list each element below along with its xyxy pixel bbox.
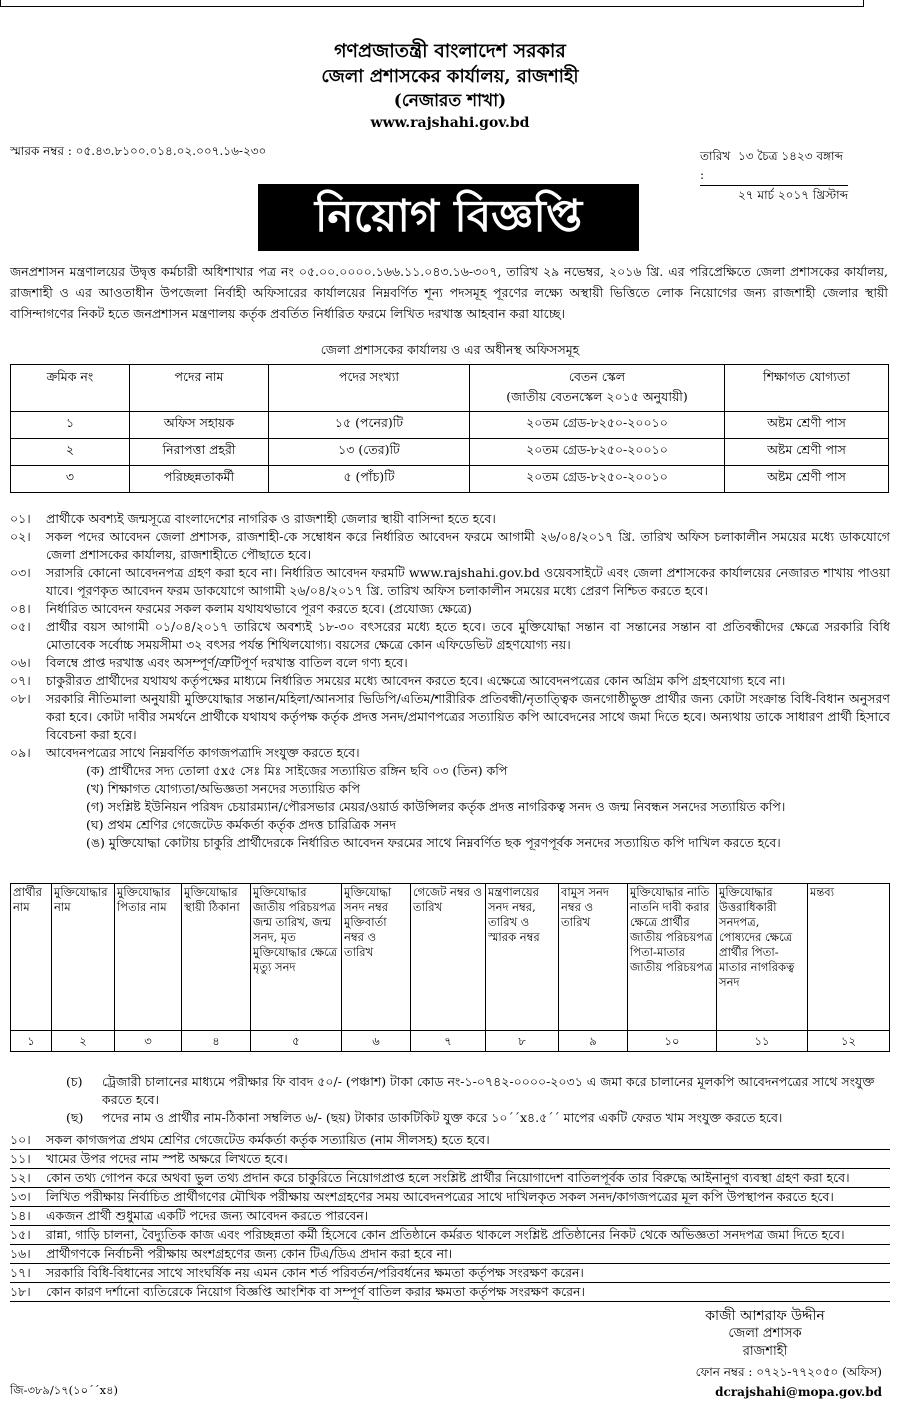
list-item xyxy=(10,1169,890,1188)
item-text: সকল পদের আবেদন জেলা প্রশাসক, রাজশাহী-কে সম্বোধন করে নির্ধারিত আবেদন ফরমে আগামী ২৬/০৪/২০১৭ খ্রি. তারিখ অফিস চলাকালীন সময়ের মধ্যে ডাকযোগে জেলা প্রশাসকের কার্যালয়, রাজশাহীতে পৌছাতে হবে। xyxy=(46,529,890,562)
item-number: ১৩। xyxy=(10,1189,31,1204)
item-number: ০৭। xyxy=(10,673,31,688)
ff-num: ৫ xyxy=(251,1031,342,1052)
list-item xyxy=(10,1245,890,1264)
ff-col-2: মুক্তিযোদ্ধার নাম xyxy=(52,884,115,1031)
cell-count: ৫ (পাঁচ)টি xyxy=(269,466,470,493)
cell-scale: ২০তম গ্রেড-৮২৫০-২০০১০ xyxy=(470,412,725,439)
letterhead xyxy=(0,38,900,133)
pay-scale-note: (জাতীয় বেতনস্কেল ২০১৫ অনুযায়ী) xyxy=(506,389,688,404)
attachment-item: (ক) প্রার্থীদের সদ্য তোলা ৫x৫ সেঃ মিঃ সাইজের সত্যায়িত রঙ্গিন ছবি ০৩ (তিন) কপি xyxy=(86,763,508,778)
list-item xyxy=(10,564,890,600)
ff-num: ৯ xyxy=(559,1031,628,1052)
item-number: ১৮। xyxy=(10,1284,31,1299)
list-item xyxy=(10,1150,890,1169)
col-post-count: পদের সংখ্যা xyxy=(269,365,470,412)
top-box xyxy=(0,0,864,7)
ff-col-11: মুক্তিযোদ্ধার উত্তরাধিকারী সনদপত্র, পোষ্যদের ক্ষেত্রে প্রার্থীর পিতা-মাতার নাগরিকত্ব সনদ xyxy=(717,884,808,1031)
email-link[interactable]: dcrajshahi@mopa.gov.bd xyxy=(715,1385,882,1399)
date-english: ২৭ মার্চ ২০১৭ খ্রিস্টাব্দ xyxy=(700,185,848,205)
item-number: (চ) xyxy=(66,1074,83,1089)
item-number: ০৮। xyxy=(10,691,31,706)
ff-col-9: বামুস সনদ নম্বর ও তারিখ xyxy=(559,884,628,1031)
print-code: জি-৩৮৯/১৭(১০´´x৪) xyxy=(10,1383,119,1397)
item-text: বিলম্বে প্রাপ্ত দরখাস্ত এবং অসম্পূর্ণ/ত্রুটিপূর্ণ দরখাস্ত বাতিল বলে গণ্য হবে। xyxy=(46,655,408,670)
cell-count: ১৫ (পনের)টি xyxy=(269,412,470,439)
item-text: একজন প্রার্থী শুধুমাত্র একটি পদের জন্য আবেদন করতে পারবেন। xyxy=(46,1208,369,1223)
item-text: সরকারি নীতিমালা অনুযায়ী মুক্তিযোদ্ধার সন্তান/মহিলা/আনসার ভিডিপি/এতিম/শারীরিক প্রতিবন্ধী/নৃতাত্ত্বিক জনগোষ্ঠীভুক্ত প্রার্থীর জন্য কোটা সংক্রান্ত বিধি-বিধান অনুসরণ করা হবে। কোটা দাবীর সমর্থনে প্রার্থীকে যথাযথ কর্তৃপক্ষ কর্তৃক প্রদত্ত সনদ/প্রমাণপত্রের সত্যায়িত কপি আবেদনের সাথে জমা দিতে হবে। অন্যথায় তাকে সাধারণ প্রার্থী হিসাবে বিবেচনা করা হবে। xyxy=(46,691,890,742)
cell-count: ১৩ (তের)টি xyxy=(269,439,470,466)
ff-num: ১২ xyxy=(808,1031,890,1052)
list-item xyxy=(10,600,890,618)
cell-post: পরিচ্ছন্নতাকর্মী xyxy=(130,466,269,493)
ff-num: ৪ xyxy=(182,1031,251,1052)
item-text: সরকারি বিধি-বিধানের সাথে সাংঘর্ষিক নয় এমন কোন শর্ত পরিবর্তন/পরিবর্ধনের ক্ষমতা কর্তৃপক্ষ সংরক্ষণ করেন। xyxy=(46,1265,584,1280)
item-text: চাকুরীরত প্রার্থীদের যথাযথ কর্তৃপক্ষের মাধ্যমে নির্ধারিত সময়ের মধ্যে আবেদন করতে হবে। এক্ষেত্রে আবেদনপত্রের কোন অগ্রিম কপি গ্রহণযোগ্য হবে না। xyxy=(46,673,786,688)
item-number: ০১। xyxy=(10,511,31,526)
item-number: ১১। xyxy=(10,1151,31,1166)
list-item xyxy=(10,1226,890,1245)
more-conditions-list xyxy=(10,1073,890,1302)
item-text: প্রার্থীগণকে নির্বাচনী পরীক্ষায় অংশগ্রহণের জন্য কোন টিএ/ডিএ প্রদান করা হবে না। xyxy=(46,1246,453,1261)
pay-scale-title: বেতন স্কেল xyxy=(568,369,626,384)
date-label: তারিখ : xyxy=(700,149,731,182)
cell-scale: ২০তম গ্রেড-৮২৫০-২০০১০ xyxy=(470,439,725,466)
office-name: জেলা প্রশাসকের কার্যালয়, রাজশাহী xyxy=(321,66,579,87)
item-number: ১৪। xyxy=(10,1208,31,1223)
item-number: ১৭। xyxy=(10,1265,31,1280)
ff-col-4: মুক্তিযোদ্ধার স্থায়ী ঠিকানা xyxy=(182,884,251,1031)
ff-num: ২ xyxy=(52,1031,115,1052)
notice-title: নিয়োগ বিজ্ঞপ্তি xyxy=(258,184,639,251)
list-item xyxy=(10,744,890,762)
col-serial: ক্রমিক নং xyxy=(11,365,130,412)
list-item xyxy=(10,1283,890,1302)
list-item xyxy=(10,1207,890,1226)
contact-block xyxy=(692,1362,882,1402)
list-item xyxy=(10,1131,890,1150)
item-text: সকল কাগজপত্র প্রথম শ্রেণির গেজেটেড কর্মকর্তা কর্তৃক সত্যায়িত (নাম সীলসহ) হতে হবে। xyxy=(46,1132,490,1147)
ff-col-7: গেজেট নম্বর ও তারিখ xyxy=(411,884,486,1031)
intro-paragraph: জনপ্রশাসন মন্ত্রণালয়ের উদ্বৃত্ত কর্মচারী অধিশাখার পত্র নং ০৫.০০.০০০০.১৬৬.১১.০৪৩.১৬-৩০৭, তারিখ ২৯ নভেম্বর, ২০১৬ খ্রি. এর পরিপ্রেক্ষিতে জেলা প্রশাসকের কার্যালয়, রাজশাহী ও এর আওতাধীন উপজেলা নির্বাহী অফিসারের কার্যালয়ের নিম্নবর্ণিত শূন্য পদসমূহ পূরণের লক্ষ্যে অস্থায়ী ভিত্তিতে লোক নিয়োগের জন্য রাজশাহী জেলার স্থায়ী বাসিন্দাগণের নিকট হতে জনপ্রশাসন মন্ত্রণালয় কর্তৃক প্রবর্তিত নির্ধারিত ফরমে লিখিত দরখাস্ত আহবান করা যাচ্ছে। xyxy=(10,264,888,321)
col-qualification: শিক্ষাগত যোগ্যতা xyxy=(725,365,889,412)
list-item xyxy=(10,528,890,564)
phone-number: ফোন নম্বর : ০৭২১-৭৭২০৫০ (অফিস) xyxy=(695,1365,882,1379)
ff-col-3: মুক্তিযোদ্ধার পিতার নাম xyxy=(115,884,182,1031)
attachment-item xyxy=(10,1109,890,1127)
item-text: খামের উপর পদের নাম স্পষ্ট অক্ষরে লিখতে হবে। xyxy=(46,1151,288,1166)
table-row xyxy=(11,466,889,493)
signatory-designation: জেলা প্রশাসক xyxy=(728,1326,802,1341)
item-text: সরাসরি কোনো আবেদনপত্র গ্রহণ করা হবে না। নির্ধারিত আবেদন ফরমটি www.rajshahi.gov.bd ওয়েবসাইটে এবং জেলা প্রশাসকের কার্যালয়ের নেজারত শাখায় পাওয়া যাবে। পূরণকৃত আবেদন ফরম ডাকযোগে আগামী ২৬/০৪/২০১৭ খ্রি. তারিখ অফিস চলাকালীন সময়ের মধ্যে প্রেরণ নিশ্চিত করতে হবে। xyxy=(46,565,890,598)
memo-number: স্মারক নম্বর : ০৫.৪৩.৮১০০.০১৪.০২.০০৭.১৬-২৩০ xyxy=(10,144,267,158)
freedom-fighter-table xyxy=(10,883,890,1052)
cell-scale: ২০তম গ্রেড-৮২৫০-২০০১০ xyxy=(470,466,725,493)
item-text: নির্ধারিত আবেদন ফরমের সকল কলাম যথাযথভাবে পূরণ করতে হবে। (প্রযোজ্য ক্ষেত্রে) xyxy=(46,601,472,616)
cell-post: অফিস সহায়ক xyxy=(130,412,269,439)
ff-col-12: মন্তব্য xyxy=(808,884,890,1031)
government-name: গণপ্রজাতন্ত্রী বাংলাদেশ সরকার xyxy=(334,40,566,62)
cell-qualification: অষ্টম শ্রেণী পাস xyxy=(725,412,889,439)
item-number: ১০। xyxy=(10,1132,31,1147)
signatory-place: রাজশাহী xyxy=(742,1344,788,1359)
ff-number-row xyxy=(11,1031,890,1052)
item-text: রান্না, গাড়ি চালনা, বৈদ্যুতিক কাজ এবং পরিচ্ছন্নতা কর্মী হিসেবে কোন প্রতিষ্ঠানে কর্মরত থাকলে সংশ্লিষ্ট প্রতিষ্ঠানের নিকট থেকে অভিজ্ঞতা সনদপত্র জমা দিতে হবে। xyxy=(46,1227,845,1242)
item-text: কোন তথ্য গোপন করে অথবা ভুল তথ্য প্রদান করে চাকুরিতে নিয়োগপ্রাপ্ত হলে সংশ্লিষ্ট প্রার্থীর নিয়োগাদেশ বাতিলপূর্বক তার বিরুদ্ধে আইনানুগ ব্যবস্থা গ্রহণ করা হবে। xyxy=(46,1170,850,1185)
ff-num: ১ xyxy=(11,1031,52,1052)
signature-block xyxy=(650,1307,880,1361)
attachment-item: (ঙ) মুক্তিযোদ্ধা কোটায় চাকুরি প্রার্থীদেরকে নির্ধারিত আবেদন ফরমের সাথে নিম্নবর্ণিত ছক পূরণপূর্বক সনদের সত্যায়িত কপি দাখিল করতে হবে। xyxy=(86,835,781,850)
attachment-item: (খ) শিক্ষাগত যোগ্যতা/অভিজ্ঞতা সনদের সত্যায়িত কপি xyxy=(86,781,360,796)
list-item xyxy=(10,510,890,528)
cell-serial: ১ xyxy=(11,412,130,439)
ff-num: ৩ xyxy=(115,1031,182,1052)
attachment-item: (গ) সংশ্লিষ্ট ইউনিয়ন পরিষদ চেয়ারম্যান/পৌরসভার মেয়র/ওয়ার্ড কাউন্সিলর কর্তৃক প্রদত্ত নাগরিকত্ব সনদ ও জন্ম নিবন্ধন সনদের সত্যায়িত কপি। xyxy=(86,799,786,814)
list-item xyxy=(10,1188,890,1207)
cell-serial: ৩ xyxy=(11,466,130,493)
item-number: ০৪। xyxy=(10,601,31,616)
cell-qualification: অষ্টম শ্রেণী পাস xyxy=(725,466,889,493)
conditions-list xyxy=(10,510,890,852)
item-number: ১৬। xyxy=(10,1246,31,1261)
item-number: ০৩। xyxy=(10,565,31,580)
ff-num: ৭ xyxy=(411,1031,486,1052)
col-post-name: পদের নাম xyxy=(130,365,269,412)
list-item xyxy=(10,618,890,654)
branch-name: (নেজারত শাখা) xyxy=(393,91,507,111)
list-item xyxy=(10,690,890,744)
item-number: (ছ) xyxy=(66,1110,84,1125)
list-item xyxy=(10,1264,890,1283)
date-bangla: ১৩ চৈত্র ১৪২৩ বঙ্গাব্দ xyxy=(738,149,843,163)
ff-col-5: মুক্তিযোদ্ধার জাতীয় পরিচয়পত্র জন্ম তারিখ, জন্ম সনদ, মৃত মুক্তিযোদ্ধার ক্ষেত্রে মৃত্যু সনদ xyxy=(251,884,342,1031)
cell-post: নিরাপত্তা প্রহরী xyxy=(130,439,269,466)
item-number: ০৬। xyxy=(10,655,31,670)
ff-col-1: প্রার্থীর নাম xyxy=(11,884,52,1031)
list-item xyxy=(10,672,890,690)
item-text: লিখিত পরীক্ষায় নির্বাচিত প্রার্থীগণের মৌখিক পরীক্ষায় অংশগ্রহণের সময় আবেদনপত্রের সাথে দাখিলকৃত সকল সনদ/কাগজপত্রের মূল কপি উপস্থাপন করতে হবে। xyxy=(46,1189,834,1204)
signatory-name: কাজী আশরাফ উদ্দীন xyxy=(705,1308,825,1324)
top-border-frame xyxy=(0,0,900,8)
item-text: প্রার্থীকে অবশ্যই জন্মসূত্রে বাংলাদেশের নাগরিক ও রাজশাহী জেলার স্থায়ী বাসিন্দা হতে হবে। xyxy=(46,511,496,526)
item-number: ০৯। xyxy=(10,745,31,760)
ff-num: ১০ xyxy=(628,1031,717,1052)
date-block xyxy=(700,147,848,205)
item-text: কোন কারণ দর্শানো ব্যতিরেকে নিয়োগ বিজ্ঞপ্তি আংশিক বা সম্পূর্ণ বাতিল করার ক্ষমতা কর্তৃপক্ষ সংরক্ষণ করেন। xyxy=(46,1284,585,1299)
website-link[interactable]: www.rajshahi.gov.bd xyxy=(370,115,530,131)
section-title: জেলা প্রশাসকের কার্যালয় ও এর অধীনস্থ অফিসসমূহ xyxy=(320,342,580,357)
ff-col-10: মুক্তিযোদ্ধার নাতি নাতনি দাবী করার ক্ষেত্রে প্রার্থীর জাতীয় পরিচয়পত্র পিতা-মাতার জাতীয় পরিচয়পত্র xyxy=(628,884,717,1031)
posts-table-header xyxy=(11,365,889,412)
ff-num: ১১ xyxy=(717,1031,808,1052)
item-number: ০২। xyxy=(10,529,31,544)
ff-num: ৮ xyxy=(486,1031,559,1052)
cell-serial: ২ xyxy=(11,439,130,466)
table-row xyxy=(11,439,889,466)
item-text: আবেদনপত্রের সাথে নিম্নবর্ণিত কাগজপত্রাদি সংযুক্ত করতে হবে। xyxy=(46,745,360,760)
item-number: ১২। xyxy=(10,1170,31,1185)
attachment-item xyxy=(10,1073,890,1109)
list-item xyxy=(10,654,890,672)
attachment-item: (ঘ) প্রথম শ্রেণির গেজেটেড কর্মকর্তা কর্তৃক প্রদত্ত চারিত্রিক সনদ xyxy=(86,817,397,832)
ff-num: ৬ xyxy=(342,1031,411,1052)
posts-table xyxy=(10,364,889,493)
table-row xyxy=(11,412,889,439)
ff-table-header xyxy=(11,884,890,1031)
ff-col-8: মন্ত্রণালয়ের সনদ নম্বর, তারিখ ও স্মারক নম্বর xyxy=(486,884,559,1031)
ff-col-6: মুক্তিযোদ্ধা সনদ নম্বর মুক্তিবার্তা নম্বর ও তারিখ xyxy=(342,884,411,1031)
item-number: ১৫। xyxy=(10,1227,31,1242)
cell-qualification: অষ্টম শ্রেণী পাস xyxy=(725,439,889,466)
item-number: ০৫। xyxy=(10,619,31,634)
item-text: প্রার্থীর বয়স আগামী ০১/০৪/২০১৭ তারিখে অবশ্যই ১৮-৩০ বৎসরের মধ্যে হতে হবে। তবে মুক্তিযোদ্ধা সন্তান বা সন্তানের সন্তান বা প্রতিবন্ধীদের ক্ষেত্রে সরকারি বিধি মোতাবেক সর্বোচ্চ সময়সীমা ৩২ বৎসর পর্যন্ত শিথিলযোগ্য। বয়সের ক্ষেত্রে কোন এফিডেভিট গ্রহণযোগ্য নয়। xyxy=(46,619,890,652)
item-text: পদের নাম ও প্রার্থীর নাম-ঠিকানা সম্বলিত ৬/- (ছয়) টাকার ডাকটিকিট যুক্ত করে ১০´´x৪.৫´´ মাপের একটি ফেরত খাম সংযুক্ত করতে হবে। xyxy=(102,1110,783,1125)
item-text: ট্রেজারী চালানের মাধ্যমে পরীক্ষার ফি বাবদ ৫০/- (পঞ্চাশ) টাকা কোড নং-১-০৭৪২-০০০০-২০৩১ এ জমা করে চালানের মূলকপি আবেদনপত্রের সাথে সংযুক্ত করতে হবে। xyxy=(102,1074,875,1107)
col-pay-scale xyxy=(470,365,725,412)
